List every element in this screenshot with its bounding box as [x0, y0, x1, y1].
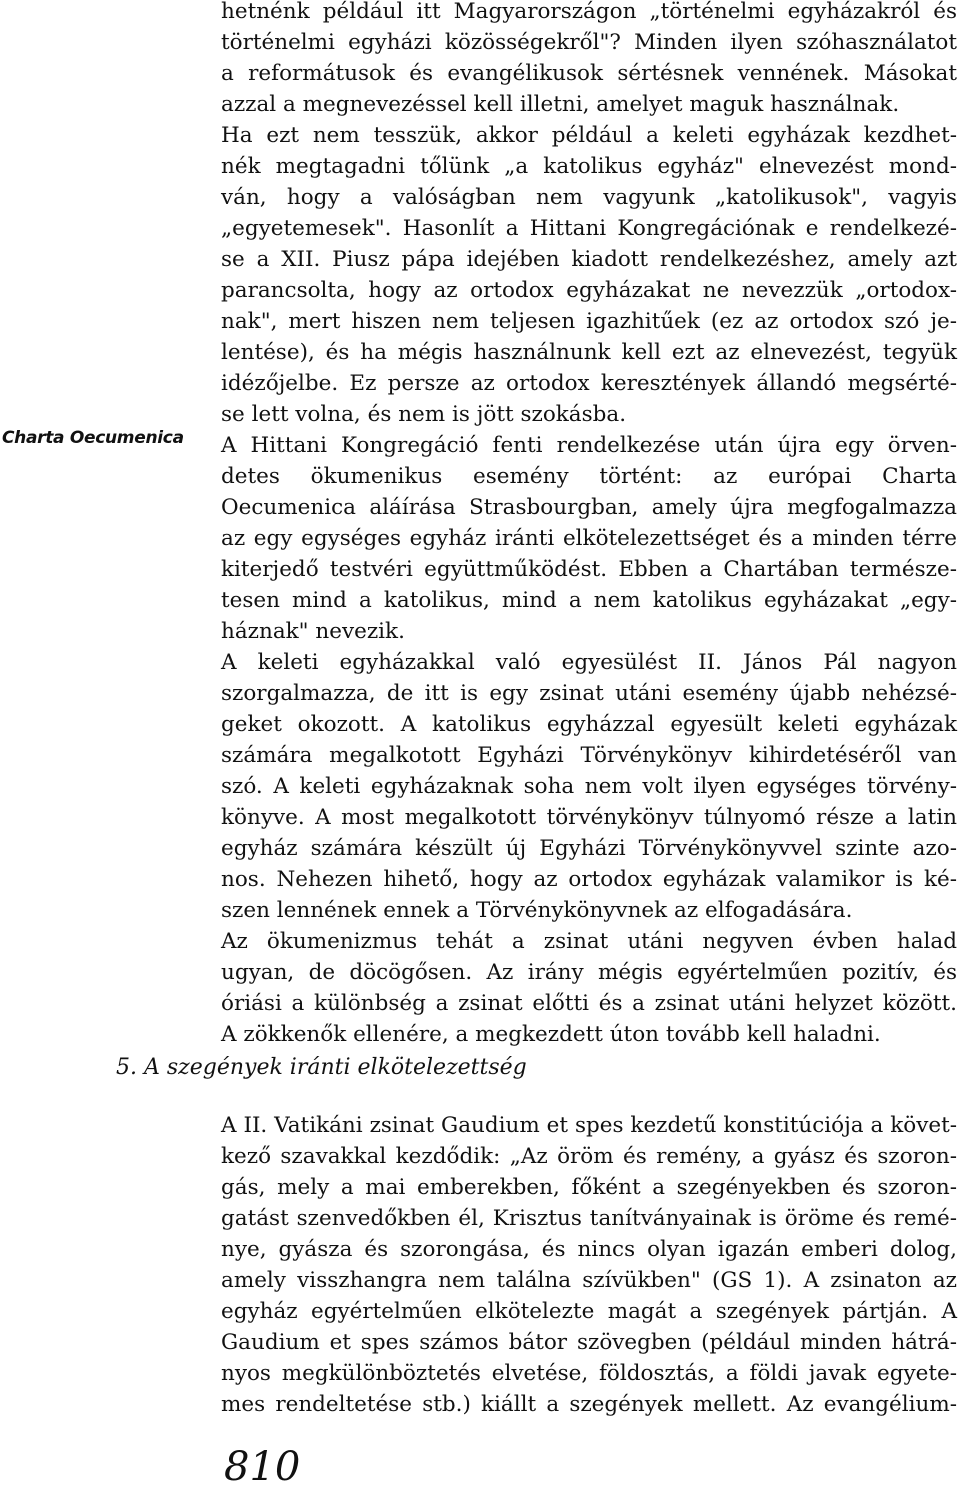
text-line: gatást szenvedőkben él, Krisztus tanítványainak is öröme és remé- [221, 1206, 957, 1231]
text-line: történelmi egyházi közösségekről"? Minden ilyen szóhasználatot [221, 30, 957, 55]
text-line: amely visszhangra nem találna szívükben" (GS 1). A zsinaton az [221, 1268, 957, 1293]
text-line: egyház számára készült új Egyházi Törvénykönyvvel szinte azo- [221, 836, 957, 861]
text-line: óriási a különbség a zsinat előtti és a zsinat utáni helyzet között. [221, 991, 957, 1016]
text-line: tesen mind a katolikus, mind a nem katolikus egyházakat „egy- [221, 588, 957, 613]
text-line: szorgalmazza, de itt is egy zsinat utáni esemény újabb nehézsé- [221, 681, 957, 706]
text-line: Ha ezt nem tesszük, akkor például a keleti egyházak kezdhet- [221, 123, 957, 148]
text-line: kiterjedő testvéri együttműködést. Ebben a Chartában természe- [221, 557, 957, 582]
text-line: mes rendeltetése stb.) kiállt a szegények mellett. Az evangélium- [221, 1392, 957, 1417]
margin-note: Charta Oecumenica [2, 428, 184, 448]
text-line: lentése), és ha mégis használnunk kell ezt az elnevezést, tegyük [221, 340, 957, 365]
text-line: számára megalkotott Egyházi Törvénykönyv kihirdetéséről van [221, 743, 957, 768]
text-line: Gaudium et spes számos bátor szövegben (például minden hátrá- [221, 1330, 957, 1355]
text-line: parancsolta, hogy az ortodox egyházakat ne nevezzük „ortodox- [221, 278, 957, 303]
text-line: azzal a megnevezéssel kell illetni, amelyet maguk használnak. [221, 92, 900, 117]
text-line: könyve. A most megalkotott törvénykönyv túlnyomó része a latin [221, 805, 957, 830]
text-line: se lett volna, és nem is jött szokásba. [221, 402, 627, 427]
text-line: A II. Vatikáni zsinat Gaudium et spes kezdetű konstitúciója a követ- [221, 1113, 957, 1138]
section-heading: 5. A szegények iránti elkötelezettség [116, 1055, 527, 1080]
text-line: nos. Nehezen hihető, hogy az ortodox egyházak valamikor is ké- [221, 867, 957, 892]
text-line: szó. A keleti egyházaknak soha nem volt ilyen egységes törvény- [221, 774, 957, 799]
text-line: nyos megkülönböztetés elvetése, földosztás, a földi javak egyete- [221, 1361, 957, 1386]
text-line: nék megtagadni tőlünk „a katolikus egyház" elnevezést mond- [221, 154, 957, 179]
text-line: idézőjelbe. Ez persze az ortodox keresztények állandó megsérté- [221, 371, 957, 396]
text-line: nye, gyásza és szorongása, és nincs olyan igazán emberi dolog, [221, 1237, 957, 1262]
text-line: ugyan, de döcögősen. Az irány mégis egyértelműen pozitív, és [221, 960, 957, 985]
text-line: a reformátusok és evangélikusok sértésnek vennének. Másokat [221, 61, 957, 86]
text-line: szen lennének ennek a Törvénykönyvnek az elfogadására. [221, 898, 853, 923]
text-line: egyház egyértelműen elkötelezte magát a szegények pártján. A [221, 1299, 957, 1324]
text-line: Oecumenica aláírása Strasbourgban, amely újra megfogalmazza [221, 495, 957, 520]
text-line: detes ökumenikus esemény történt: az európai Charta [221, 464, 957, 489]
text-line: az egy egységes egyház iránti elkötelezettséget és a minden térre [221, 526, 957, 551]
text-line: hetnénk például itt Magyarországon „történelmi egyházakról és [221, 0, 957, 24]
text-line: Az ökumenizmus tehát a zsinat utáni negyven évben halad [221, 929, 957, 954]
text-line: A keleti egyházakkal való egyesülést II. János Pál nagyon [221, 650, 957, 675]
text-line: A Hittani Kongregáció fenti rendelkezése után újra egy örven- [221, 433, 957, 458]
text-line: „egyetemesek". Hasonlít a Hittani Kongregációnak e rendelkezé- [221, 216, 957, 241]
page-number: 810 [224, 1444, 301, 1490]
text-line: ván, hogy a valóságban nem vagyunk „katolikusok", vagyis [221, 185, 957, 210]
text-line: háznak" nevezik. [221, 619, 405, 644]
text-line: gás, mely a mai emberekben, főként a szegényekben és szoron- [221, 1175, 957, 1200]
text-line: geket okozott. A katolikus egyházzal egyesült keleti egyházak [221, 712, 957, 737]
text-line: kező szavakkal kezdődik: „Az öröm és remény, a gyász és szoron- [221, 1144, 957, 1169]
text-line: A zökkenők ellenére, a megkezdett úton tovább kell haladni. [221, 1022, 881, 1047]
text-line: nak", mert hiszen nem teljesen igazhitűek (ez az ortodox szó je- [221, 309, 957, 334]
text-line: se a XII. Piusz pápa idejében kiadott rendelkezéshez, amely azt [221, 247, 957, 272]
